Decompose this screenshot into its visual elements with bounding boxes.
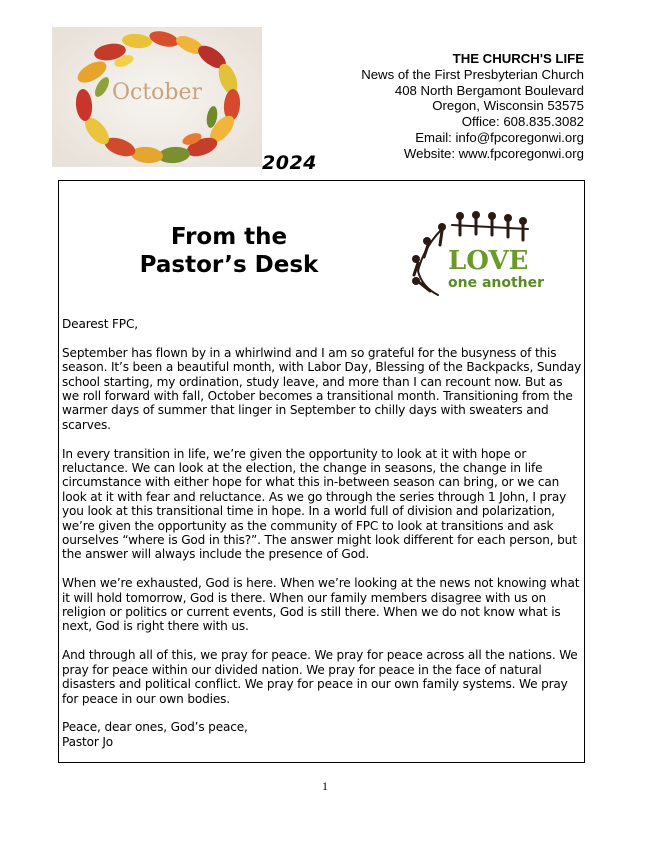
office-phone: Office: 608.835.3082 <box>461 114 584 130</box>
article-title: From the Pastor’s Desk <box>139 224 319 278</box>
address-line-1: 408 North Bergamont Boulevard <box>394 82 584 98</box>
logo-love-text: LOVE <box>448 246 529 276</box>
article-body <box>62 317 583 749</box>
closing-line: Peace, dear ones, God’s peace, <box>62 720 248 735</box>
paragraph-2: In every transition in life, we’re given the opportunity to look at it with hope or reluctance. We can look at the election, the change in seasons, the change in life circumstance with either hope for what this in-between season can bring, or we can look at it with fear and reluctance. As we go through the series through 1 John, I pray you look at this transitional time in hope. In a world full of division and polarization, we’re given the opportunity as the community of FPC to look at transitions and ask ourselves “where is God in this?”. The answer might look different for each person, but the answer will always include the presence of God. <box>62 446 577 562</box>
issue-year: 2024 <box>262 152 317 174</box>
newsletter-subtitle: News of the First Presbyterian Church <box>361 66 584 82</box>
page-number: 1 <box>322 779 328 793</box>
website-address[interactable]: Website: www.fpcoregonwi.org <box>403 145 584 161</box>
signature: Pastor Jo <box>62 734 114 749</box>
salutation: Dearest FPC, <box>62 317 138 331</box>
love-one-another-logo <box>402 207 550 299</box>
love-one-another-graphic <box>402 207 550 299</box>
paragraph-4: And through all of this, we pray for peace. We pray for peace across all the nations. We pray for peace within our divided nation. We pray for peace in the face of natural disasters and political conflict. We pray for peace in our own family systems. We pray for peace in our own bodies. <box>62 648 578 706</box>
paragraph-1: September has flown by in a whirlwind and I am so grateful for the busyness of this season. It’s been a beautiful month, with Labor Day, Blessing of the Backpacks, Sunday school starting, my ordination, study leave, and more than I can recount now. But as we roll forward with fall, October becomes a transitional month. Transitioning from the warmer days of summer that linger in September to chilly days with sweaters and scarves. <box>62 345 582 432</box>
email-address[interactable]: Email: info@fpcoregonwi.org <box>415 129 584 145</box>
logo-one-another-text: one another <box>448 275 545 291</box>
october-wreath-text: October <box>111 80 203 105</box>
address-line-2: Oregon, Wisconsin 53575 <box>432 98 584 114</box>
paragraph-3: When we’re exhausted, God is here. When we’re looking at the news not knowing what it will hold tomorrow, God is there. When our family members disagree with us on religion or politics or current events, God is still there. When we do not know what is next, God is right there with us. <box>62 576 580 634</box>
newsletter-title: THE CHURCH'S LIFE <box>452 51 584 66</box>
october-leaf-wreath-image <box>52 27 262 167</box>
leaf-wreath-graphic <box>52 27 262 167</box>
newsletter-header <box>361 51 584 162</box>
pastor-article-box <box>58 180 585 763</box>
